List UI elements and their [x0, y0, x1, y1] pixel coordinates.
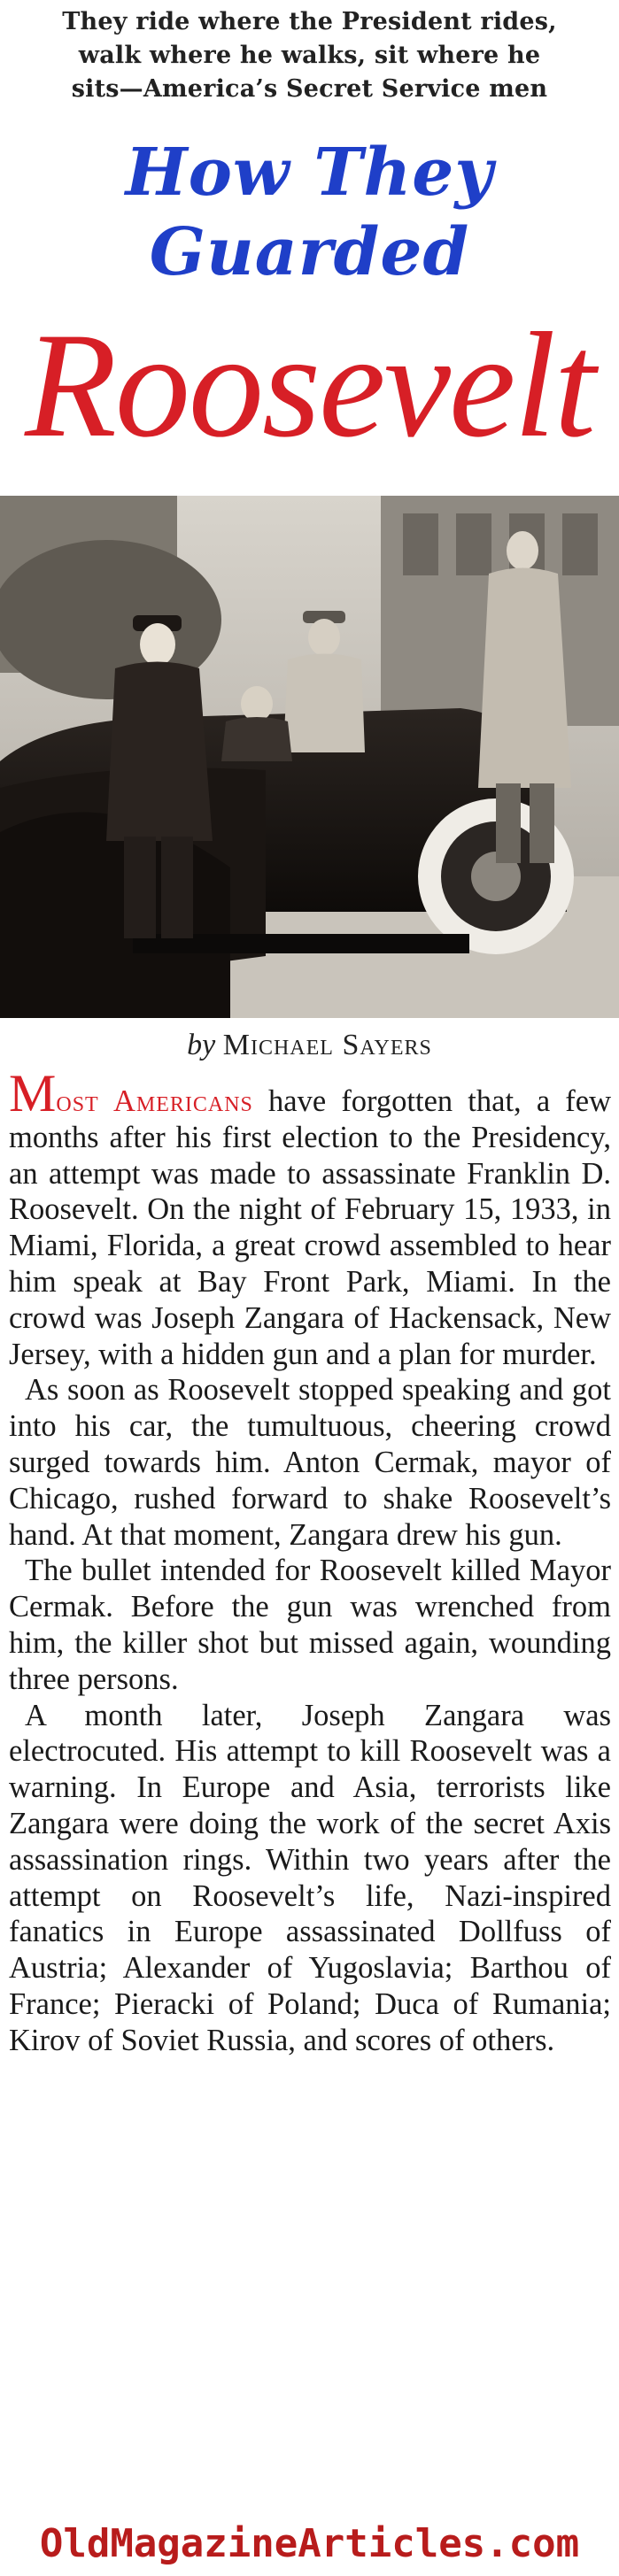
byline	[0, 1029, 619, 1062]
headline-name: Roosevelt	[25, 302, 594, 468]
photo-illustration	[0, 496, 619, 1018]
article-body	[9, 1064, 611, 2059]
deck-line-2: walk where he walks, sit where he	[78, 42, 541, 69]
headline-line-2: Guarded	[149, 214, 470, 290]
paragraph-3: The bullet intended for Roosevelt killed Mayor Cermak. Before the gun was wrenched from him, the killer shot but missed again, wounding three persons.	[9, 1554, 611, 1696]
byline-author: Michael Sayers	[222, 1029, 432, 1061]
paragraph-2: As soon as Roosevelt stopped speaking and got into his car, the tumultuous, cheering crowd surged towards him. Anton Cermak, mayor of Chicago, rushed forward to shake Roosevelt’s hand. At that moment, Zangara drew his gun.	[9, 1373, 611, 1552]
lead-in: ost Americans	[56, 1084, 253, 1118]
paragraph-4: A month later, Joseph Zangara was electrocuted. His attempt to kill Roosevelt was a warning. In Europe and Asia, terrorists like Zangara were doing the work of the secret Axis assassination rings. Within two years after the attempt on Roosevelt’s life, Nazi-inspired fanatics in Europe assassinated Dollfuss of Austria; Alexander of Yugoslavia; Barthou of France; Pieracki of Poland; Duca of Rumania; Kirov of Soviet Russia, and scores of others.	[9, 1698, 611, 2057]
byline-by: by	[187, 1029, 216, 1061]
watermark: OldMagazineArticles.com	[0, 2512, 619, 2576]
photo-secret-service-car	[0, 496, 619, 1018]
deck	[0, 0, 619, 124]
deck-line-1: They ride where the President rides,	[62, 8, 557, 35]
deck-line-3: sits—America’s Secret Service men	[71, 75, 548, 103]
paragraph-1	[9, 1064, 611, 1372]
headline-line-1: How They	[125, 135, 494, 211]
paragraph-1-text: have forgotten that, a few months after his first election to the Presidency, an attempt was made to assassinate Franklin D. Roosevelt. On the night of February 15, 1933, in Miami, Florida, a great crowd assembled to hear him speak at Bay Front Park, Miami. In the crowd was Joseph Zangara of Hackensack, New Jersey, with a hidden gun and a plan for murder.	[9, 1084, 611, 1371]
drop-cap: M	[9, 1064, 57, 1122]
